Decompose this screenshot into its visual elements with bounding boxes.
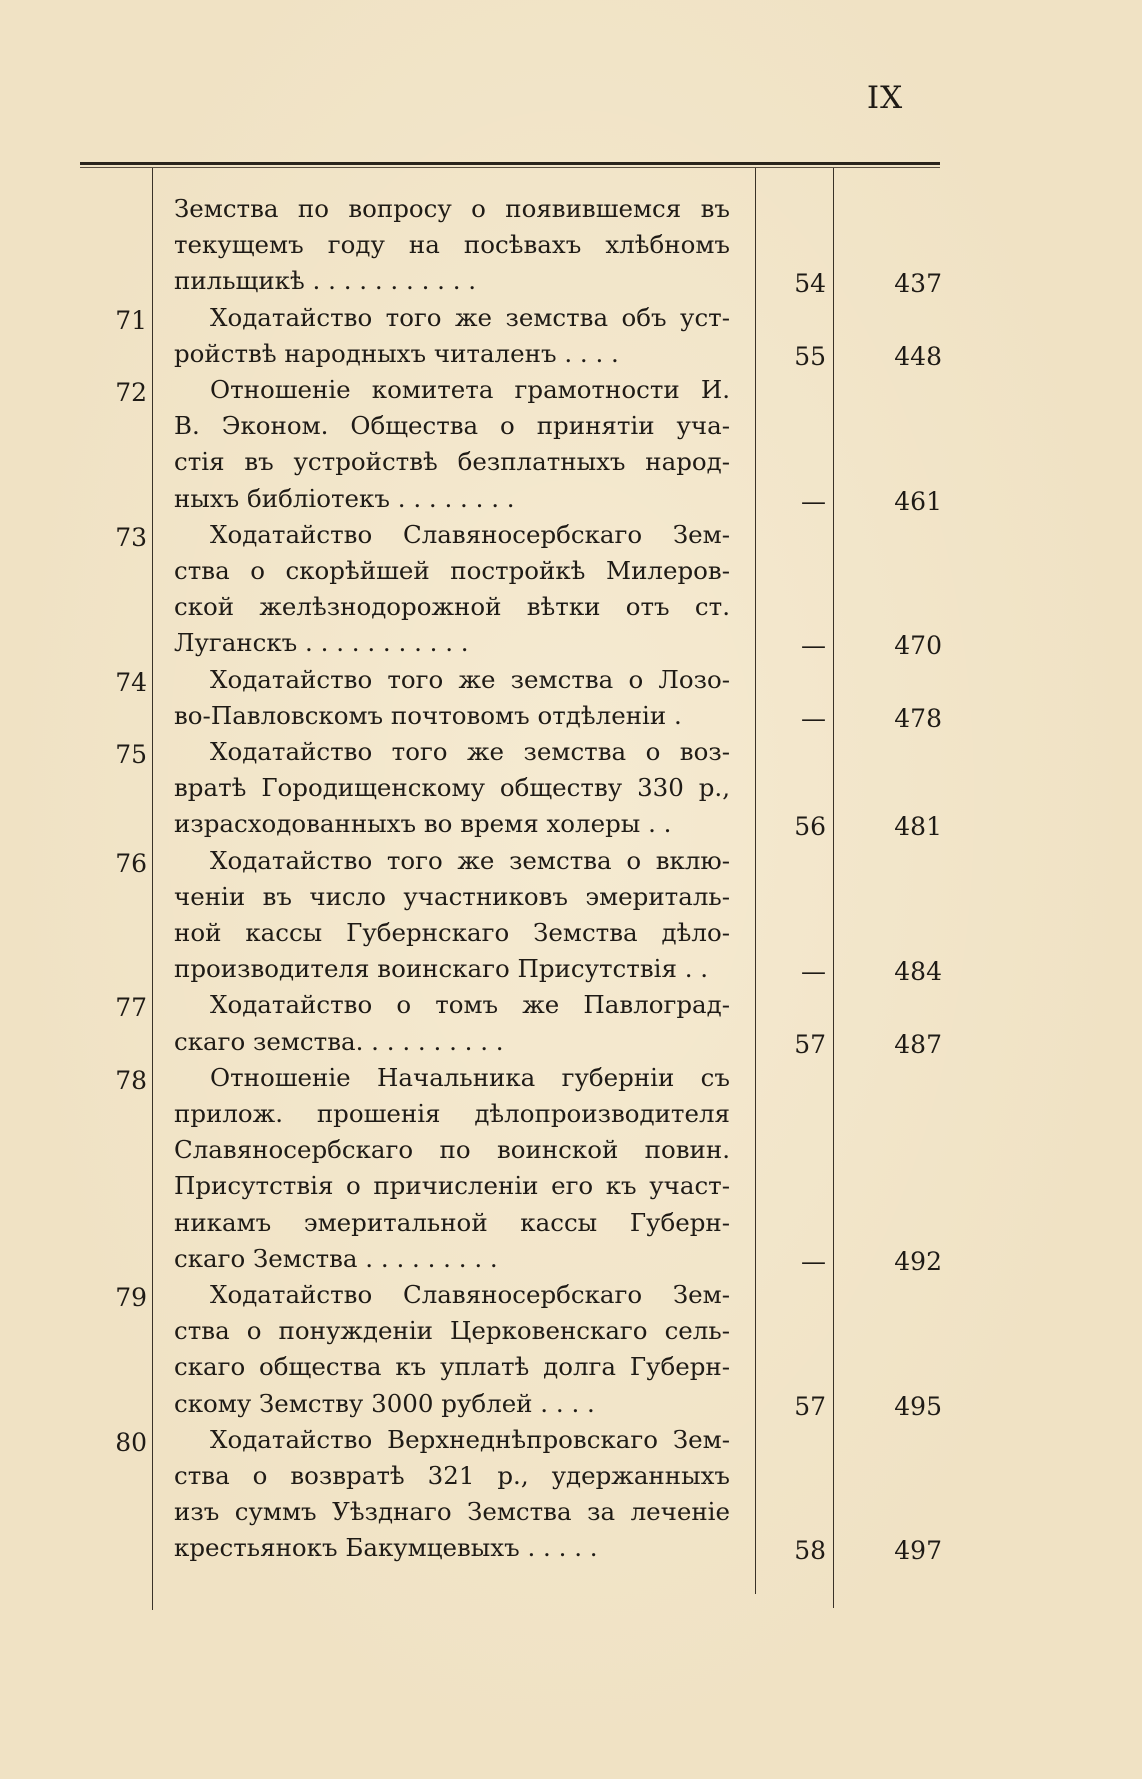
entry-doc-number: 487 [894, 1029, 942, 1059]
entry-text-line: прилож. прошенія дѣлопроизводителя [174, 1099, 730, 1128]
entry-number: 75 [115, 740, 147, 769]
entry-doc-number: 478 [894, 703, 942, 733]
column-divider-left [152, 168, 153, 1610]
entry-page: — [801, 1246, 826, 1276]
entry-text-line: Ходатайство о томъ же Павлоград- [210, 990, 730, 1020]
entry-page: 54 [794, 269, 826, 299]
entry-text-line: израсходованныхъ во время холеры . . [174, 809, 672, 839]
entry-text-line: Отношеніе комитета грамотности И. [210, 375, 730, 404]
entry-text-line: ства о скорѣйшей постройкѣ Милеров- [174, 556, 730, 585]
entry-text-line: стія въ устройствѣ безплатныхъ народ- [174, 447, 730, 477]
entry-doc-number: 448 [894, 341, 942, 371]
entry-text-line: Земства по вопросу о появившемся въ [174, 194, 730, 223]
entry-text-line: никамъ эмеритальной кассы Губерн- [174, 1207, 730, 1237]
entry-page: — [801, 631, 826, 661]
entry-text-line: Ходатайство того же земства о Лозо- [210, 664, 730, 694]
entry-text-line: ной кассы Губернскаго Земства дѣло- [174, 918, 730, 947]
entry-text-line: текущемъ году на посѣвахъ хлѣбномъ [174, 230, 730, 260]
entry-text-line: Ходатайство Славяносербскаго Зем- [210, 519, 730, 549]
entry-text-line: во-Павловскомъ почтовомъ отдѣленіи . [174, 700, 682, 730]
entry-doc-number: 461 [894, 486, 942, 516]
entry-number: 76 [115, 848, 147, 878]
header-rule [80, 162, 940, 165]
entry-text-line: скаго общества къ уплатѣ долга Губерн- [174, 1352, 730, 1382]
entry-text-line: скаго Земства . . . . . . . . . [174, 1243, 498, 1273]
entry-page: — [801, 486, 826, 516]
entry-text-line: Ходатайство Славяносербскаго Зем- [210, 1280, 730, 1309]
entry-number: 78 [115, 1065, 147, 1095]
entry-doc-number: 492 [894, 1246, 942, 1276]
entry-text-line: ныхъ библіотекъ . . . . . . . . [174, 483, 515, 513]
entry-text-line: пильщикѣ . . . . . . . . . . . [174, 266, 477, 296]
page-number: IX [866, 80, 904, 116]
entry-text-line: крестьянокъ Бакумцевыхъ . . . . . [174, 1533, 598, 1563]
entry-text-line: Ходатайство того же земства о вклю- [210, 845, 730, 875]
entry-number: 79 [115, 1283, 147, 1312]
entry-text-line: ройствѣ народныхъ читаленъ . . . . [174, 338, 619, 368]
entry-page: 56 [794, 812, 826, 842]
entry-text-line: ченіи въ число участниковъ эмериталь- [174, 881, 730, 911]
entry-text-line: скому Земству 3000 рублей . . . . [174, 1388, 595, 1418]
entry-text-line: Ходатайство Верхнеднѣпровскаго Зем- [210, 1424, 730, 1454]
entry-text-line: Славяносербскаго по воинской повин. [174, 1135, 730, 1165]
entry-text-line: Отношеніе Начальника губерніи съ [210, 1062, 730, 1092]
entry-page: 55 [794, 341, 826, 371]
entry-text-line: вратѣ Городищенскому обществу 330 р., [174, 773, 730, 803]
column-divider-middle [755, 168, 756, 1594]
entry-text-line: Ходатайство того же земства объ уст- [210, 302, 730, 332]
entry-text-line: изъ суммъ Уѣзднаго Земства за леченіе [174, 1497, 730, 1527]
header-rule-thin [80, 167, 940, 168]
entry-page: — [801, 957, 826, 987]
entry-number: 80 [115, 1427, 147, 1457]
entry-text-line: ства о понужденіи Церковенскаго сель- [174, 1316, 730, 1346]
entry-page: 58 [794, 1536, 826, 1566]
entry-text-line: ской желѣзнодорожной вѣтки отъ ст. [174, 592, 730, 622]
entry-text-line: производителя воинскаго Присутствія . . [174, 954, 709, 984]
entry-number: 72 [115, 378, 147, 407]
entry-doc-number: 481 [894, 812, 942, 842]
entry-text-line: В. Эконом. Общества о принятіи уча- [174, 411, 730, 441]
entry-doc-number: 495 [894, 1391, 942, 1421]
entry-text-line: скаго земства. . . . . . . . . . [174, 1026, 504, 1056]
entry-doc-number: 437 [894, 269, 942, 299]
entry-page: — [801, 703, 826, 733]
entry-page: 57 [794, 1029, 826, 1059]
entry-text-line: ства о возвратѣ 321 р., удержанныхъ [174, 1461, 730, 1490]
entry-doc-number: 470 [894, 631, 942, 661]
entry-number: 74 [115, 667, 147, 697]
entry-doc-number: 497 [894, 1536, 942, 1566]
entry-number: 77 [115, 993, 147, 1023]
entry-text-line: Луганскъ . . . . . . . . . . . [174, 628, 469, 658]
entry-text-line: Присутствія о причисленіи его къ участ- [174, 1171, 730, 1201]
entry-text-line: Ходатайство того же земства о воз- [210, 737, 730, 766]
entry-page: 57 [794, 1391, 826, 1421]
entry-doc-number: 484 [894, 957, 942, 987]
entry-number: 71 [115, 305, 147, 335]
entry-number: 73 [115, 522, 147, 552]
column-divider-right [833, 168, 834, 1608]
